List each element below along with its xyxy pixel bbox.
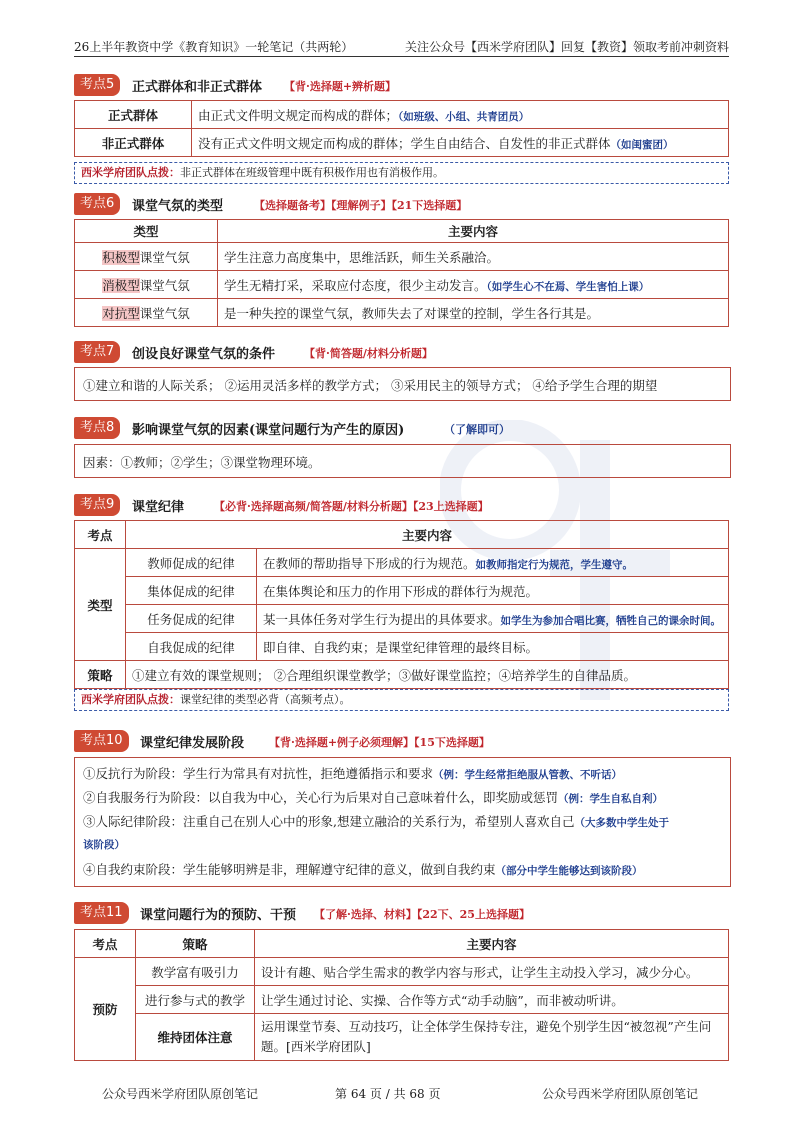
stage-line — [83, 764, 622, 782]
kd8-title: 影响课堂气氛的因素(课堂问题行为产生的原因) — [132, 423, 405, 438]
kd9-tip — [74, 689, 729, 711]
kd9-table — [74, 520, 729, 689]
kd5-tag: 考点5 — [74, 74, 120, 96]
stage-line — [83, 788, 663, 806]
kd5-desc: 由正式文件明文规定而构成的群体； — [198, 107, 399, 123]
kd6-desc: 学生注意力高度集中，思维活跃，师生关系融洽。 — [218, 243, 729, 271]
kd5-title: 正式群体和非正式群体 — [132, 80, 263, 95]
stage-text: ①反抗行为阶段：学生行为常具有对抗性，拒绝遵循指示和要求 — [83, 766, 434, 781]
kd5-note: 【背·选择题+辨析题】 — [284, 80, 397, 93]
table-row — [75, 958, 729, 986]
kd10-note: 【背·选择题+例子必须理解】【15下选择题】 — [269, 736, 490, 749]
tip-text: 非正式群体在班级管理中既有积极作用也有消极作用。 — [180, 166, 444, 179]
kd5-heading — [74, 74, 729, 96]
kd10-box — [74, 757, 731, 887]
col-header: 主要内容 — [126, 521, 729, 549]
page-header — [74, 36, 729, 57]
table-row — [75, 101, 729, 129]
table-row — [75, 299, 729, 327]
type-label: 类型 — [75, 549, 126, 661]
kd9-example: 如教师指定行为规范，学生遵守。 — [475, 558, 634, 571]
kd11-table — [74, 929, 729, 1061]
kd5-tip — [74, 162, 729, 184]
kd6-heading — [74, 193, 729, 215]
footer-left: 公众号西米学府团队原创笔记 — [102, 1087, 259, 1101]
kd8-heading — [74, 417, 729, 439]
kd6-note: 【选择题备考】【理解例子】【21下选择题】 — [254, 199, 468, 212]
kd9-name: 自我促成的纪律 — [126, 633, 257, 661]
kd5-example: （如班级、小组、共青团员） — [398, 110, 530, 123]
kd9-name: 集体促成的纪律 — [126, 577, 257, 605]
header-left: 26上半年教资中学《教育知识》一轮笔记（共两轮） — [74, 40, 354, 54]
col-header: 主要内容 — [218, 220, 729, 243]
stage-text: ③人际纪律阶段：注重自己在别人心中的形象,想建立融洽的关系行为，希望别人喜欢自己 — [83, 814, 575, 829]
kd11-desc: 设计有趣、贴合学生需求的教学内容与形式，让学生主动投入学习，减少分心。 — [255, 958, 729, 986]
kd9-name: 任务促成的纪律 — [126, 605, 257, 633]
stage-example: 该阶段） — [83, 839, 125, 851]
kd11-desc: 运用课堂节奏、互动技巧，让全体学生保持专注，避免个别学生因“被忽视”产生问题。[西米学府团队] — [255, 1014, 729, 1061]
kd7-content: ①建立和谐的人际关系； ②运用灵活多样的教学方式； ③采用民主的领导方式； ④给予学生合理的期望 — [83, 378, 658, 393]
kd8-tag: 考点8 — [74, 417, 120, 439]
stage-text: ②自我服务行为阶段：以自我为中心，关心行为后果对自己意味着什么，即奖励或惩罚 — [83, 790, 559, 805]
type-label: 课堂气氛 — [139, 277, 190, 293]
kd7-title: 创设良好课堂气氛的条件 — [132, 347, 276, 362]
kd11-tag: 考点11 — [74, 902, 129, 924]
table-row — [75, 661, 729, 689]
stage-example: （部分中学生能够达到该阶段） — [495, 865, 643, 877]
kd5-name: 正式群体 — [75, 101, 192, 129]
kd9-desc: 某一具体任务对学生行为提出的具体要求。 — [263, 611, 501, 627]
kd9-note: 【必背·选择题高频/简答题/材料分析题】【23上选择题】 — [214, 500, 489, 513]
kd9-title: 课堂纪律 — [132, 500, 185, 515]
table-header — [75, 521, 729, 549]
kd10-title: 课堂纪律发展阶段 — [140, 736, 245, 751]
kd11-name: 进行参与式的教学 — [136, 986, 255, 1014]
kd5-desc: 没有正式文件明文规定而构成的群体；学生自由结合、自发性的非正式群体 — [198, 135, 611, 151]
table-header — [75, 220, 729, 243]
kd6-tag: 考点6 — [74, 193, 120, 215]
type-highlight: 消极型 — [102, 277, 140, 293]
kd11-note: 【了解·选择、材料】【22下、25上选择题】 — [314, 908, 530, 921]
kd5-table — [74, 100, 729, 157]
kd5-name: 非正式群体 — [75, 129, 192, 157]
kd6-example: （如学生心不在焉、学生害怕上课） — [486, 280, 650, 293]
type-highlight: 积极型 — [102, 249, 140, 265]
table-row — [75, 577, 729, 605]
kd7-tag: 考点7 — [74, 341, 120, 363]
stage-text: ④自我约束阶段：学生能够明辨是非，理解遵守纪律的意义，做到自我约束 — [83, 862, 496, 877]
col-header: 类型 — [75, 220, 218, 243]
stage-line — [83, 812, 669, 830]
kd7-box — [74, 367, 731, 401]
col-header: 策略 — [136, 930, 255, 958]
kd7-note: 【背·简答题/材料分析题】 — [304, 347, 433, 360]
kd8-content: 因素：①教师；②学生；③课堂物理环境。 — [83, 455, 321, 470]
type-label: 课堂气氛 — [139, 249, 190, 265]
kd11-title: 课堂问题行为的预防、干预 — [140, 908, 297, 923]
type-label: 课堂气氛 — [139, 305, 190, 321]
kd9-name: 教师促成的纪律 — [126, 549, 257, 577]
kd6-title: 课堂气氛的类型 — [132, 199, 224, 214]
kd9-example: 如学生为参加合唱比赛，牺牲自己的课余时间。 — [500, 614, 722, 627]
kd9-tag: 考点9 — [74, 494, 120, 516]
stage-line — [83, 860, 643, 878]
kd11-desc: 让学生通过讨论、实操、合作等方式“动手动脑”，而非被动听讲。 — [255, 986, 729, 1014]
footer-right: 公众号西米学府团队原创笔记 — [542, 1087, 699, 1101]
table-row — [75, 1014, 729, 1061]
stage-example: （大多数中学生处于 — [574, 817, 669, 829]
col-header: 主要内容 — [255, 930, 729, 958]
table-row — [75, 129, 729, 157]
kd10-tag: 考点10 — [74, 730, 129, 752]
table-row — [75, 633, 729, 661]
stage-line — [83, 836, 125, 852]
kd8-box — [74, 444, 731, 478]
kd9-desc: 在集体舆论和压力的作用下形成的群体行为规范。 — [257, 577, 729, 605]
stage-example: （例：学生自私自利） — [558, 793, 664, 805]
kd5-example: （如闺蜜团） — [610, 138, 674, 151]
kd6-desc: 学生无精打采，采取应付态度，很少主动发言。 — [224, 277, 487, 293]
kd9-heading — [74, 494, 729, 516]
kd10-heading — [74, 730, 729, 752]
page-number: 第 64 页 / 共 68 页 — [335, 1087, 441, 1101]
stage-example: （例：学生经常拒绝服从管教、不听话） — [433, 769, 623, 781]
kd6-table — [74, 219, 729, 327]
table-row — [75, 549, 729, 577]
kd9-desc: 即自律、自我约束；是课堂纪律管理的最终目标。 — [257, 633, 729, 661]
prevent-label: 预防 — [75, 958, 136, 1061]
table-row — [75, 605, 729, 633]
kd9-strategy: ①建立有效的课堂规则； ②合理组织课堂教学；③做好课堂监控；④培养学生的自律品质。 — [126, 661, 729, 689]
kd6-desc: 是一种失控的课堂气氛，教师失去了对课堂的控制，学生各行其是。 — [218, 299, 729, 327]
table-header — [75, 930, 729, 958]
table-row — [75, 986, 729, 1014]
kd11-heading — [74, 902, 729, 924]
col-header: 考点 — [75, 521, 126, 549]
kd7-heading — [74, 341, 729, 363]
kd8-note: （了解即可） — [444, 423, 510, 436]
kd11-name: 维持团体注意 — [136, 1014, 255, 1061]
strategy-label: 策略 — [75, 661, 126, 689]
kd9-desc: 在教师的帮助指导下形成的行为规范。 — [263, 555, 476, 571]
table-row — [75, 271, 729, 299]
tip-label: 西米学府团队点拨： — [81, 693, 180, 706]
tip-label: 西米学府团队点拨： — [81, 166, 180, 179]
table-row — [75, 243, 729, 271]
tip-text: 课堂纪律的类型必背（高频考点）。 — [180, 693, 351, 706]
kd11-name: 教学富有吸引力 — [136, 958, 255, 986]
type-highlight: 对抗型 — [102, 305, 140, 321]
header-right: 关注公众号【西米学府团队】回复【教资】领取考前冲刺资料 — [404, 40, 729, 54]
col-header: 考点 — [75, 930, 136, 958]
